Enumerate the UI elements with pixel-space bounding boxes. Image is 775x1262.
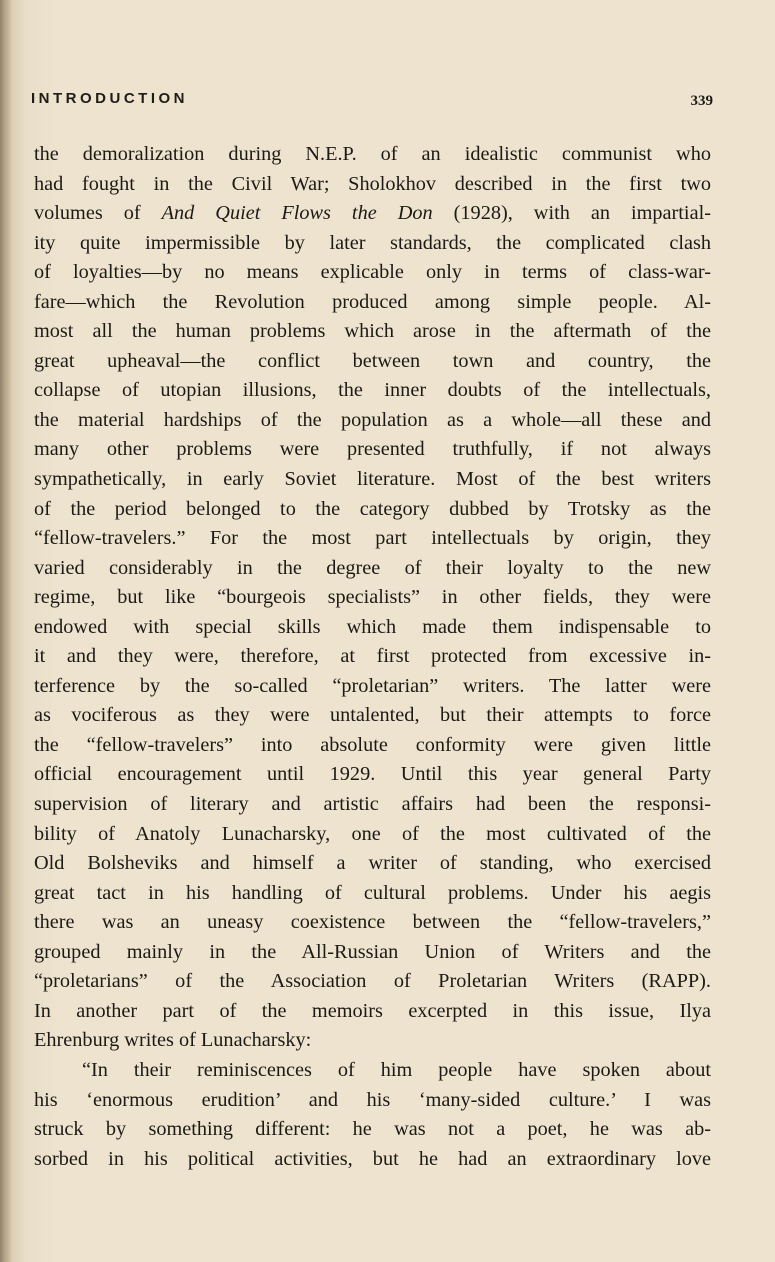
text-line bbox=[34, 199, 711, 229]
text-line: it and they were, therefore, at first protected from excessive in- bbox=[34, 645, 711, 668]
text-line: most all the human problems which arose in the aftermath of the bbox=[34, 320, 711, 343]
running-head: INTRODUCTION bbox=[31, 90, 188, 107]
text-line: sympathetically, in early Soviet literature. Most of the best writers bbox=[34, 468, 711, 491]
text-line: collapse of utopian illusions, the inner doubts of the intellectuals, bbox=[34, 379, 711, 402]
quote-first-line: “In their reminiscences of him people have spoken about bbox=[82, 1058, 711, 1081]
text-line: his ‘enormous erudition’ and his ‘many-sided culture.’ I was bbox=[34, 1088, 711, 1111]
text-line: regime, but like “bourgeois specialists” in other fields, they were bbox=[34, 586, 711, 609]
text-line: endowed with special skills which made them indispensable to bbox=[34, 615, 711, 638]
text-line: ity quite impermissible by later standards, the complicated clash bbox=[34, 231, 711, 254]
page-header bbox=[31, 90, 713, 112]
body-text bbox=[34, 140, 711, 1174]
text-line: the demoralization during N.E.P. of an idealistic communist who bbox=[34, 143, 711, 165]
text-segment: (1928), with an impartial- bbox=[453, 202, 711, 225]
text-line: Old Bolsheviks and himself a writer of standing, who exercised bbox=[34, 852, 711, 875]
text-line: there was an uneasy coexistence between the “fellow-travelers,” bbox=[34, 911, 711, 934]
text-line: In another part of the memoirs excerpted in this issue, Ilya bbox=[34, 999, 711, 1022]
text-line: terference by the so-called “proletarian” writers. The latter were bbox=[34, 674, 711, 697]
text-line: “proletarians” of the Association of Proletarian Writers (RAPP). bbox=[34, 970, 711, 993]
text-line: great upheaval—the conflict between town and country, the bbox=[34, 349, 711, 372]
text-line: Ehrenburg writes of Lunacharsky: bbox=[34, 1029, 312, 1052]
text-line: the material hardships of the population as a whole—all these and bbox=[34, 408, 711, 431]
text-line: as vociferous as they were untalented, but their attempts to force bbox=[34, 704, 711, 727]
text-line: bility of Anatoly Lunacharsky, one of the most cultivated of the bbox=[34, 822, 711, 845]
text-line: struck by something different: he was not a poet, he was ab- bbox=[34, 1118, 711, 1141]
page-number: 339 bbox=[690, 93, 713, 109]
text-line: the “fellow-travelers” into absolute conformity were given little bbox=[34, 733, 711, 756]
text-line: “fellow-travelers.” For the most part intellectuals by origin, they bbox=[34, 527, 711, 550]
text-line: grouped mainly in the All-Russian Union of Writers and the bbox=[34, 940, 711, 963]
binding-gutter-shadow bbox=[0, 0, 12, 1262]
text-line: great tact in his handling of cultural problems. Under his aegis bbox=[34, 881, 711, 904]
text-line: supervision of literary and artistic affairs had been the responsi- bbox=[34, 793, 711, 816]
text-line: had fought in the Civil War; Sholokhov described in the first two bbox=[34, 172, 711, 195]
text-line: fare—which the Revolution produced among simple people. Al- bbox=[34, 290, 711, 313]
text-line: of loyalties—by no means explicable only in terms of class-war- bbox=[34, 261, 711, 284]
text-line: of the period belonged to the category dubbed by Trotsky as the bbox=[34, 497, 711, 520]
text-line: sorbed in his political activities, but he had an extraordinary love bbox=[34, 1147, 711, 1170]
text-line: many other problems were presented truthfully, if not always bbox=[34, 438, 711, 461]
text-line: official encouragement until 1929. Until this year general Party bbox=[34, 763, 711, 786]
text-line: varied considerably in the degree of their loyalty to the new bbox=[34, 556, 711, 579]
text-segment: volumes of bbox=[34, 202, 141, 225]
book-title: And Quiet Flows the Don bbox=[161, 202, 433, 225]
